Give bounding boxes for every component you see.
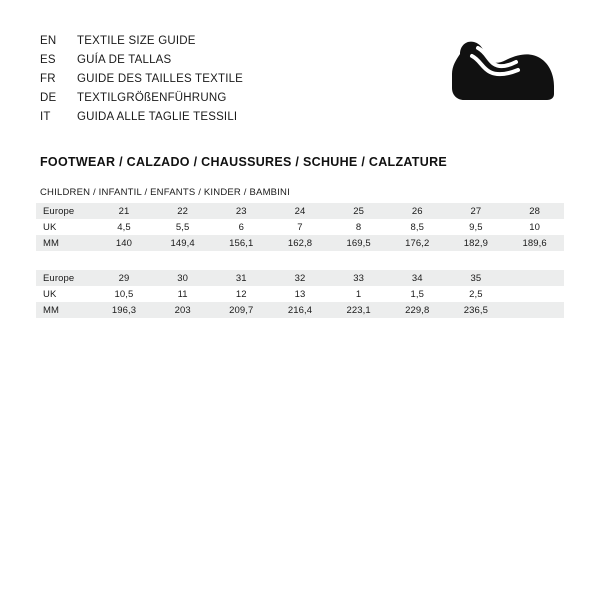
table-row bbox=[36, 302, 564, 318]
row-label: MM bbox=[36, 235, 95, 251]
cell: 149,4 bbox=[153, 235, 212, 251]
language-code-en: EN bbox=[40, 35, 57, 47]
cell-empty bbox=[505, 286, 564, 302]
cell: 169,5 bbox=[329, 235, 388, 251]
cell: 223,1 bbox=[329, 302, 388, 318]
cell: 4,5 bbox=[95, 219, 154, 235]
cell: 32 bbox=[271, 270, 330, 286]
language-row-en bbox=[40, 32, 360, 51]
cell: 13 bbox=[271, 286, 330, 302]
cell: 23 bbox=[212, 203, 271, 219]
language-row-it bbox=[40, 108, 360, 127]
size-table-children-1 bbox=[36, 203, 564, 251]
language-row-de bbox=[40, 89, 360, 108]
cell: 8,5 bbox=[388, 219, 447, 235]
section-subtitle: CHILDREN / INFANTIL / ENFANTS / KINDER / BAMBINI bbox=[40, 187, 290, 198]
size-table-children-2 bbox=[36, 270, 564, 318]
cell: 229,8 bbox=[388, 302, 447, 318]
shoe-icon bbox=[448, 34, 558, 106]
language-title-list bbox=[40, 32, 360, 127]
cell: 189,6 bbox=[505, 235, 564, 251]
row-label: MM bbox=[36, 302, 95, 318]
cell: 6 bbox=[212, 219, 271, 235]
cell: 216,4 bbox=[271, 302, 330, 318]
table-row bbox=[36, 219, 564, 235]
table-row bbox=[36, 235, 564, 251]
cell: 33 bbox=[329, 270, 388, 286]
cell: 24 bbox=[271, 203, 330, 219]
language-title-en: TEXTILE SIZE GUIDE bbox=[77, 35, 196, 47]
cell: 196,3 bbox=[95, 302, 154, 318]
cell: 22 bbox=[153, 203, 212, 219]
cell: 7 bbox=[271, 219, 330, 235]
cell: 31 bbox=[212, 270, 271, 286]
cell: 1 bbox=[329, 286, 388, 302]
cell: 203 bbox=[153, 302, 212, 318]
cell: 10,5 bbox=[95, 286, 154, 302]
table-row bbox=[36, 203, 564, 219]
cell: 156,1 bbox=[212, 235, 271, 251]
language-title-fr: GUIDE DES TAILLES TEXTILE bbox=[77, 73, 244, 85]
cell: 9,5 bbox=[447, 219, 506, 235]
cell: 12 bbox=[212, 286, 271, 302]
cell: 28 bbox=[505, 203, 564, 219]
language-code-de: DE bbox=[40, 92, 57, 104]
language-title-de: TEXTILGRÖßENFÜHRUNG bbox=[77, 92, 227, 104]
cell: 25 bbox=[329, 203, 388, 219]
language-code-es: ES bbox=[40, 54, 56, 66]
cell-empty bbox=[505, 302, 564, 318]
cell: 29 bbox=[95, 270, 154, 286]
row-label: Europe bbox=[36, 203, 95, 219]
cell: 35 bbox=[447, 270, 506, 286]
cell: 26 bbox=[388, 203, 447, 219]
cell: 21 bbox=[95, 203, 154, 219]
cell: 2,5 bbox=[447, 286, 506, 302]
cell: 34 bbox=[388, 270, 447, 286]
cell: 209,7 bbox=[212, 302, 271, 318]
page-title: FOOTWEAR / CALZADO / CHAUSSURES / SCHUHE / CALZATURE bbox=[40, 155, 448, 169]
cell: 10 bbox=[505, 219, 564, 235]
cell: 236,5 bbox=[447, 302, 506, 318]
language-row-fr bbox=[40, 70, 360, 89]
cell: 182,9 bbox=[447, 235, 506, 251]
cell: 176,2 bbox=[388, 235, 447, 251]
cell: 1,5 bbox=[388, 286, 447, 302]
cell: 140 bbox=[95, 235, 154, 251]
cell: 8 bbox=[329, 219, 388, 235]
language-title-es: GUÍA DE TALLAS bbox=[77, 54, 172, 66]
row-label: Europe bbox=[36, 270, 95, 286]
cell: 162,8 bbox=[271, 235, 330, 251]
table-row bbox=[36, 286, 564, 302]
cell-empty bbox=[505, 270, 564, 286]
language-code-fr: FR bbox=[40, 73, 56, 85]
language-code-it: IT bbox=[40, 111, 51, 123]
language-title-it: GUIDA ALLE TAGLIE TESSILI bbox=[77, 111, 238, 123]
cell: 5,5 bbox=[153, 219, 212, 235]
table-row bbox=[36, 270, 564, 286]
row-label: UK bbox=[36, 286, 95, 302]
cell: 27 bbox=[447, 203, 506, 219]
language-row-es bbox=[40, 51, 360, 70]
cell: 30 bbox=[153, 270, 212, 286]
row-label: UK bbox=[36, 219, 95, 235]
cell: 11 bbox=[153, 286, 212, 302]
